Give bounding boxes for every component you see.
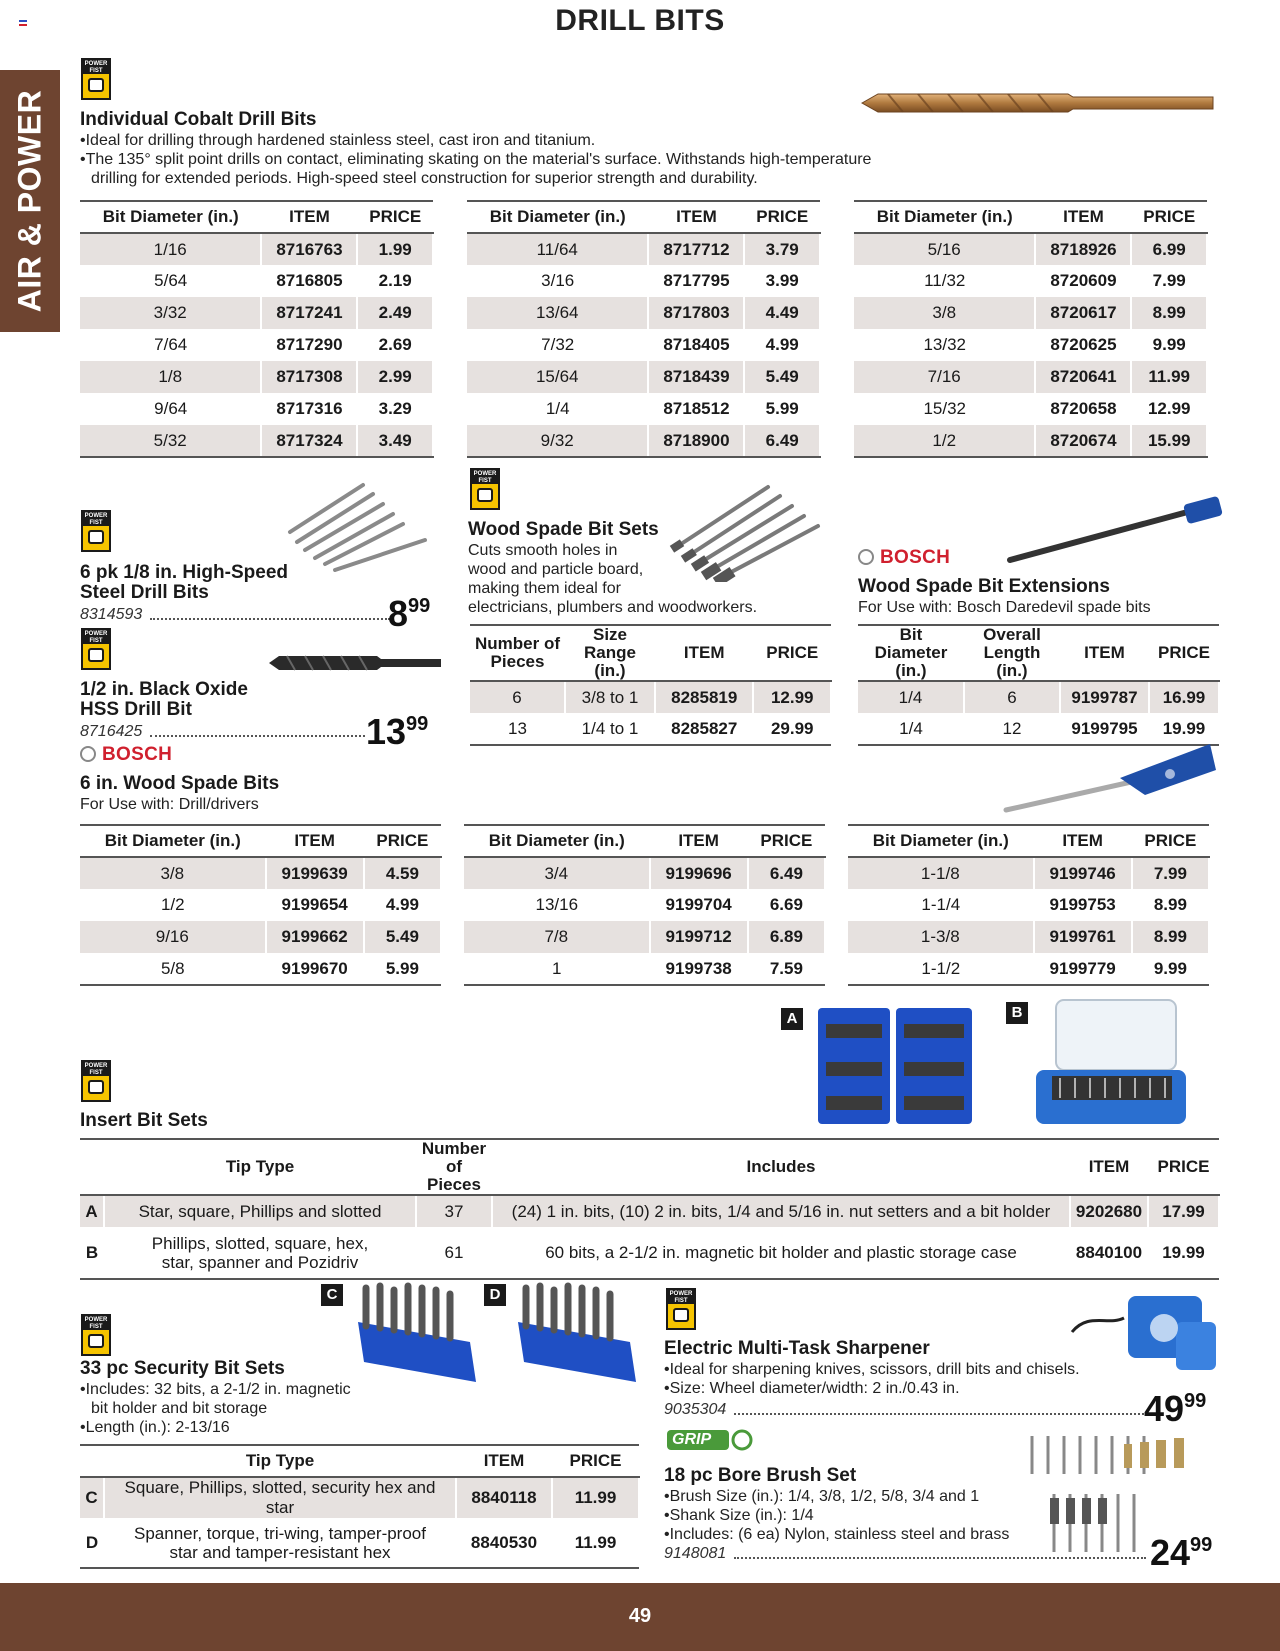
blackoxide-sku: 8716425 bbox=[80, 723, 143, 740]
table-cell: 5/16 bbox=[854, 233, 1035, 265]
table-cell: 4.99 bbox=[385, 895, 419, 914]
table-cell: 1/4 bbox=[858, 713, 964, 745]
table-cell: 9202680 bbox=[1070, 1195, 1148, 1227]
cobalt-drill-bit-image bbox=[858, 90, 1218, 116]
photo-label-a: A bbox=[781, 1008, 803, 1030]
cobalt-table-2 bbox=[467, 200, 821, 458]
table-cell: 9199704 bbox=[665, 895, 732, 914]
hss6pk-title-line: 6 pk 1/8 in. High-Speed bbox=[80, 562, 288, 583]
security-bullet: •Includes: 32 bits, a 2-1/2 in. magnetic bbox=[80, 1381, 351, 1398]
table-cell: 1/4 bbox=[545, 399, 570, 418]
col-header: Bit Diameter (in.) bbox=[848, 825, 1034, 857]
table-cell: 8716763 bbox=[261, 233, 357, 265]
table-cell: 13/16 bbox=[535, 895, 579, 914]
table-cell: 8840118 bbox=[456, 1477, 552, 1518]
table-cell: 8285819 bbox=[655, 681, 753, 713]
col-header: ITEM bbox=[1034, 825, 1132, 857]
table-cell: 17.99 bbox=[1148, 1195, 1219, 1227]
table-cell: 8720674 bbox=[1035, 425, 1131, 457]
table-cell: 19.99 bbox=[1149, 713, 1219, 745]
col-header: ITEM bbox=[655, 625, 753, 681]
dotted-leader bbox=[734, 1557, 1146, 1559]
table-cell: 8840530 bbox=[456, 1518, 552, 1568]
table-cell: 9199696 bbox=[650, 857, 748, 889]
table-cell: 5.99 bbox=[364, 953, 441, 985]
spade6-table-2 bbox=[464, 824, 826, 986]
col-header: ITEM bbox=[266, 825, 364, 857]
security-bullet: bit holder and bit storage bbox=[91, 1400, 268, 1417]
table-cell: 6 bbox=[470, 681, 565, 713]
hss6pk-title-line: Steel Drill Bits bbox=[80, 582, 209, 603]
spadesets-desc-line: wood and particle board, bbox=[468, 561, 644, 578]
spade6-subtitle: For Use with: Drill/drivers bbox=[80, 796, 259, 813]
table-row bbox=[464, 921, 825, 953]
table-cell: 8.99 bbox=[1131, 297, 1207, 329]
sharpener-title: Electric Multi-Task Sharpener bbox=[664, 1338, 930, 1359]
table-cell: 12.99 bbox=[1147, 399, 1191, 418]
table-cell: 61 bbox=[416, 1227, 492, 1279]
cobalt-description bbox=[80, 131, 980, 188]
col-header: PRICE bbox=[753, 625, 831, 681]
table-cell: 1.99 bbox=[357, 233, 433, 265]
table-cell: 4.49 bbox=[744, 297, 820, 329]
table-row bbox=[80, 857, 441, 889]
table-row bbox=[80, 329, 433, 361]
table-cell: 7/32 bbox=[541, 335, 575, 354]
col-header: Includes bbox=[492, 1139, 1070, 1195]
table-row bbox=[80, 1518, 639, 1568]
col-header: ITEM bbox=[1070, 1139, 1148, 1195]
table-cell: 7/64 bbox=[154, 335, 188, 354]
table-cell: Spanner, torque, tri-wing, tamper-proof star and tamper-resistant hex bbox=[104, 1518, 456, 1568]
cobalt-bullet: drilling for extended periods. High-speed steel construction for superior strength and durability. bbox=[91, 170, 758, 187]
table-cell: 5.49 bbox=[744, 361, 820, 393]
table-cell: 1-1/4 bbox=[921, 895, 961, 914]
table-cell: 8718405 bbox=[663, 335, 730, 354]
grip-logo bbox=[666, 1428, 756, 1454]
table-cell: 6.49 bbox=[748, 857, 825, 889]
table-row bbox=[80, 1227, 1219, 1279]
cobalt-table-1 bbox=[80, 200, 434, 458]
blackoxide-title-line: 1/2 in. Black Oxide bbox=[80, 679, 248, 700]
col-header: PRICE bbox=[364, 825, 441, 857]
table-row bbox=[80, 953, 441, 985]
hss-drill-bits-image bbox=[285, 482, 435, 572]
cobalt-title: Individual Cobalt Drill Bits bbox=[80, 109, 317, 130]
section-tab bbox=[0, 70, 60, 332]
table-cell: 8718900 bbox=[648, 425, 744, 457]
table-cell: 5/32 bbox=[80, 425, 261, 457]
table-cell: 6 bbox=[964, 681, 1060, 713]
power-fist-logo: POWER FIST bbox=[81, 58, 111, 100]
table-cell: 12 bbox=[964, 713, 1060, 745]
table-cell: B bbox=[80, 1227, 104, 1279]
table-cell: 8717324 bbox=[261, 425, 357, 457]
col-header: Bit Diameter (in.) bbox=[80, 825, 266, 857]
table-row bbox=[854, 265, 1207, 297]
bosch-logo: BOSCH bbox=[858, 547, 950, 569]
table-cell: 8718926 bbox=[1035, 233, 1131, 265]
hss6pk-sku: 8314593 bbox=[80, 606, 143, 623]
table-row bbox=[464, 857, 825, 889]
blackoxide-title bbox=[80, 680, 248, 720]
table-cell: 11.99 bbox=[552, 1477, 639, 1518]
bore-bullet: •Includes: (6 ea) Nylon, stainless steel and brass bbox=[664, 1526, 1010, 1543]
col-header: Overall Length (in.) bbox=[964, 625, 1060, 681]
table-cell: 8720625 bbox=[1050, 335, 1117, 354]
sharpener-image bbox=[1068, 1282, 1224, 1378]
col-header: Tip Type bbox=[104, 1445, 456, 1477]
table-cell: 3.29 bbox=[378, 399, 412, 418]
table-row bbox=[854, 233, 1207, 265]
col-header: ITEM bbox=[1035, 201, 1131, 233]
table-row bbox=[854, 329, 1207, 361]
table-cell: 7.99 bbox=[1152, 271, 1186, 290]
table-row bbox=[470, 713, 831, 745]
insert-table bbox=[80, 1138, 1220, 1280]
hss6pk-title bbox=[80, 563, 288, 603]
table-cell: 37 bbox=[416, 1195, 492, 1227]
table-cell: 1-1/2 bbox=[848, 953, 1034, 985]
table-cell: 19.99 bbox=[1148, 1227, 1219, 1279]
table-cell: 4.99 bbox=[765, 335, 799, 354]
table-cell: 3/8 bbox=[80, 857, 266, 889]
table-cell: 5/64 bbox=[154, 271, 188, 290]
table-cell: 4.59 bbox=[364, 857, 441, 889]
security-bit-set-c-image bbox=[350, 1282, 484, 1392]
dotted-leader bbox=[734, 1413, 1144, 1415]
table-cell: 6.49 bbox=[744, 425, 820, 457]
table-row bbox=[80, 297, 433, 329]
table-cell: 7/8 bbox=[464, 921, 650, 953]
power-fist-logo: POWER FIST bbox=[81, 1314, 111, 1356]
table-cell: 11/64 bbox=[467, 233, 648, 265]
table-cell: 3/16 bbox=[541, 271, 575, 290]
table-cell: 7.99 bbox=[1132, 857, 1209, 889]
table-cell: 1/2 bbox=[160, 895, 185, 914]
table-cell: 6.69 bbox=[769, 895, 803, 914]
photo-label-d: D bbox=[484, 1284, 506, 1306]
table-row bbox=[848, 889, 1209, 921]
table-cell: 13/32 bbox=[923, 335, 966, 354]
table-cell: 11.99 bbox=[1131, 361, 1207, 393]
table-row bbox=[80, 889, 441, 921]
table-cell: 8716805 bbox=[276, 271, 343, 290]
table-cell: 1/8 bbox=[80, 361, 261, 393]
bore-sku: 9148081 bbox=[664, 1545, 727, 1562]
spadeext-table bbox=[858, 624, 1220, 746]
table-cell: Star, square, Phillips and slotted bbox=[104, 1195, 416, 1227]
table-row bbox=[467, 361, 820, 393]
table-cell: 9.99 bbox=[1152, 335, 1186, 354]
table-cell: 8717795 bbox=[663, 271, 730, 290]
table-cell: 8.99 bbox=[1153, 895, 1187, 914]
table-cell: 8717316 bbox=[276, 399, 343, 418]
col-header: PRICE bbox=[1132, 825, 1209, 857]
spade-extension-image bbox=[1005, 496, 1225, 566]
spadesets-desc-line: Cuts smooth holes in bbox=[468, 542, 618, 559]
table-row bbox=[467, 329, 820, 361]
table-cell: 3.79 bbox=[744, 233, 820, 265]
table-cell: Phillips, slotted, square, hex, star, spanner and Pozidriv bbox=[104, 1227, 416, 1279]
security-bit-set-d-image bbox=[510, 1282, 644, 1392]
spadeext-title: Wood Spade Bit Extensions bbox=[858, 576, 1110, 597]
table-row bbox=[80, 425, 433, 457]
table-cell: 3.99 bbox=[765, 271, 799, 290]
cobalt-bullet: •The 135° split point drills on contact, eliminating skating on the material's surface. Withstands high-temperature bbox=[80, 151, 872, 168]
col-header: PRICE bbox=[552, 1445, 639, 1477]
table-cell: 8718439 bbox=[648, 361, 744, 393]
table-cell: 9199779 bbox=[1034, 953, 1132, 985]
table-row bbox=[858, 681, 1219, 713]
security-table bbox=[80, 1444, 640, 1569]
bore-bullet: •Shank Size (in.): 1/4 bbox=[664, 1507, 814, 1524]
col-header: PRICE bbox=[1148, 1139, 1219, 1195]
insert-title: Insert Bit Sets bbox=[80, 1110, 208, 1131]
col-header: Number of Pieces bbox=[470, 625, 565, 681]
col-header: ITEM bbox=[456, 1445, 552, 1477]
blackoxide-title-line: HSS Drill Bit bbox=[80, 699, 192, 720]
table-cell: (24) 1 in. bits, (10) 2 in. bits, 1/4 and 5/16 in. nut setters and a bit holder bbox=[492, 1195, 1070, 1227]
table-row bbox=[854, 361, 1207, 393]
table-cell: 8717308 bbox=[261, 361, 357, 393]
table-cell: 11/32 bbox=[924, 271, 966, 290]
table-cell: 8717803 bbox=[648, 297, 744, 329]
spadesets-table bbox=[470, 624, 832, 746]
spadesets-desc-line: electricians, plumbers and woodworkers. bbox=[468, 599, 758, 616]
spade6-table-3 bbox=[848, 824, 1210, 986]
table-cell: 5.49 bbox=[364, 921, 441, 953]
table-row bbox=[848, 953, 1209, 985]
table-cell: 13/64 bbox=[467, 297, 648, 329]
table-cell: 9/16 bbox=[80, 921, 266, 953]
bosch-logo: BOSCH bbox=[80, 744, 172, 766]
table-cell: 3/4 bbox=[464, 857, 650, 889]
sharpener-sku: 9035304 bbox=[664, 1401, 727, 1418]
power-fist-logo: POWER FIST bbox=[81, 1060, 111, 1102]
table-cell: 5.99 bbox=[765, 399, 799, 418]
table-cell: 15/64 bbox=[467, 361, 648, 393]
table-cell: 9199795 bbox=[1060, 713, 1149, 745]
table-cell: A bbox=[80, 1195, 104, 1227]
table-cell: 3/8 to 1 bbox=[565, 681, 655, 713]
insert-bit-set-a-image bbox=[816, 1004, 976, 1128]
cobalt-table-3 bbox=[854, 200, 1208, 458]
col-header: Bit Diameter (in.) bbox=[80, 201, 261, 233]
table-cell: 2.49 bbox=[357, 297, 433, 329]
col-header: ITEM bbox=[261, 201, 357, 233]
table-cell: 12.99 bbox=[753, 681, 831, 713]
col-header: ITEM bbox=[648, 201, 744, 233]
col-header: Bit Diameter (in.) bbox=[858, 625, 964, 681]
table-cell: 8.99 bbox=[1132, 921, 1209, 953]
table-cell: 1/2 bbox=[854, 425, 1035, 457]
table-cell: 1-3/8 bbox=[848, 921, 1034, 953]
table-cell: C bbox=[80, 1477, 104, 1518]
security-description bbox=[80, 1380, 351, 1437]
sharpener-price: $49^{99}$ bbox=[1144, 1388, 1207, 1429]
page-title: DRILL BITS bbox=[555, 4, 725, 37]
table-cell: D bbox=[80, 1518, 104, 1568]
table-cell: 29.99 bbox=[753, 713, 831, 745]
col-header: Tip Type bbox=[104, 1139, 416, 1195]
col-header: ITEM bbox=[1060, 625, 1149, 681]
table-cell: 1/4 to 1 bbox=[565, 713, 655, 745]
table-cell: 3/32 bbox=[80, 297, 261, 329]
table-row bbox=[854, 297, 1207, 329]
table-row bbox=[464, 889, 825, 921]
table-cell: 5/8 bbox=[80, 953, 266, 985]
table-cell: 1-1/8 bbox=[848, 857, 1034, 889]
table-cell: 8718512 bbox=[663, 399, 730, 418]
dotted-leader bbox=[150, 735, 365, 737]
table-cell: 2.69 bbox=[378, 335, 412, 354]
table-cell: 60 bits, a 2-1/2 in. magnetic bit holder and plastic storage case bbox=[492, 1227, 1070, 1279]
bore-description bbox=[664, 1487, 1009, 1544]
table-row bbox=[80, 233, 433, 265]
table-cell: 9199662 bbox=[266, 921, 364, 953]
table-cell: 7.59 bbox=[748, 953, 825, 985]
photo-label-b: B bbox=[1006, 1002, 1028, 1024]
table-row bbox=[80, 361, 433, 393]
table-cell: 8720641 bbox=[1035, 361, 1131, 393]
col-header: ITEM bbox=[650, 825, 748, 857]
sharpener-description bbox=[664, 1360, 1080, 1398]
table-cell: 8720658 bbox=[1050, 399, 1117, 418]
table-cell: 15.99 bbox=[1131, 425, 1207, 457]
spadesets-title: Wood Spade Bit Sets bbox=[468, 519, 659, 540]
col-header: PRICE bbox=[748, 825, 825, 857]
table-cell: 9199746 bbox=[1034, 857, 1132, 889]
table-cell: 8720617 bbox=[1035, 297, 1131, 329]
col-header: Size Range (in.) bbox=[565, 625, 655, 681]
bosch-mark-icon bbox=[858, 549, 874, 565]
table-cell: 8717241 bbox=[261, 297, 357, 329]
table-row bbox=[80, 1195, 1219, 1227]
spadesets-desc-line: making them ideal for bbox=[468, 580, 621, 597]
table-row bbox=[854, 425, 1207, 457]
table-cell: 1/16 bbox=[80, 233, 261, 265]
col-header: PRICE bbox=[744, 201, 820, 233]
table-cell: 3.49 bbox=[357, 425, 433, 457]
table-row bbox=[467, 393, 820, 425]
grip-logo-text: GRIP bbox=[672, 1431, 712, 1448]
table-cell: 1 bbox=[464, 953, 650, 985]
table-cell: 9/64 bbox=[154, 399, 188, 418]
blackoxide-price: $13^{99}$ bbox=[366, 711, 429, 752]
page-number: 49 bbox=[628, 1605, 652, 1627]
spadesets-description bbox=[468, 541, 757, 617]
table-row bbox=[80, 265, 433, 297]
spade-bit-image bbox=[1000, 740, 1220, 816]
table-row bbox=[467, 265, 820, 297]
table-cell: 7/16 bbox=[854, 361, 1035, 393]
table-row bbox=[80, 393, 433, 425]
spade6-table-1 bbox=[80, 824, 442, 986]
table-cell: 9.99 bbox=[1132, 953, 1209, 985]
col-header: PRICE bbox=[357, 201, 433, 233]
table-cell: Square, Phillips, slotted, security hex and star bbox=[104, 1477, 456, 1518]
table-cell: 8717290 bbox=[276, 335, 343, 354]
table-cell: 8717712 bbox=[648, 233, 744, 265]
col-header: Bit Diameter (in.) bbox=[854, 201, 1035, 233]
spadeext-subtitle: For Use with: Bosch Daredevil spade bits bbox=[858, 599, 1151, 616]
col-header: Bit Diameter (in.) bbox=[467, 201, 648, 233]
table-cell: 9199753 bbox=[1049, 895, 1116, 914]
col-header: PRICE bbox=[1149, 625, 1219, 681]
table-row bbox=[467, 233, 820, 265]
col-header: PRICE bbox=[1131, 201, 1207, 233]
dotted-leader bbox=[150, 618, 390, 620]
power-fist-logo: POWER FIST bbox=[666, 1288, 696, 1330]
table-row bbox=[464, 953, 825, 985]
table-cell: 6.99 bbox=[1131, 233, 1207, 265]
section-tab-label: AIR & POWER bbox=[11, 89, 48, 313]
table-row bbox=[848, 857, 1209, 889]
table-cell: 8285827 bbox=[655, 713, 753, 745]
table-cell: 9199654 bbox=[281, 895, 348, 914]
table-row bbox=[467, 425, 820, 457]
spade6-title: 6 in. Wood Spade Bits bbox=[80, 773, 280, 794]
table-cell: 1/4 bbox=[858, 681, 964, 713]
photo-label-c: C bbox=[321, 1284, 343, 1306]
security-title: 33 pc Security Bit Sets bbox=[80, 1358, 285, 1379]
table-cell: 16.99 bbox=[1149, 681, 1219, 713]
table-cell: 13 bbox=[470, 713, 565, 745]
page-footer bbox=[0, 1583, 1280, 1651]
table-cell: 9199712 bbox=[650, 921, 748, 953]
bore-bullet: •Brush Size (in.): 1/4, 3/8, 1/2, 5/8, 3/4 and 1 bbox=[664, 1488, 980, 1505]
table-cell: 9199639 bbox=[266, 857, 364, 889]
table-cell: 9199670 bbox=[266, 953, 364, 985]
power-fist-logo: POWER FIST bbox=[470, 468, 500, 510]
bore-price: $24^{99}$ bbox=[1150, 1532, 1213, 1573]
col-header: Number of Pieces bbox=[416, 1139, 492, 1195]
bosch-mark-icon bbox=[80, 746, 96, 762]
table-cell: 8840100 bbox=[1070, 1227, 1148, 1279]
table-cell: 15/32 bbox=[923, 399, 966, 418]
cobalt-bullet: •Ideal for drilling through hardened stainless steel, cast iron and titanium. bbox=[80, 132, 596, 149]
table-row bbox=[848, 921, 1209, 953]
table-cell: 9199787 bbox=[1060, 681, 1149, 713]
sharpener-bullet: •Size: Wheel diameter/width: 2 in./0.43 in. bbox=[664, 1380, 960, 1397]
table-cell: 8720609 bbox=[1050, 271, 1117, 290]
table-cell: 9199761 bbox=[1034, 921, 1132, 953]
security-bullet: •Length (in.): 2-13/16 bbox=[80, 1419, 230, 1436]
table-row bbox=[80, 1477, 639, 1518]
insert-bit-set-b-image bbox=[1030, 998, 1190, 1128]
power-fist-logo: POWER FIST bbox=[81, 628, 111, 670]
table-cell: 9/32 bbox=[467, 425, 648, 457]
table-row bbox=[467, 297, 820, 329]
table-row bbox=[470, 681, 831, 713]
power-fist-logo: POWER FIST bbox=[81, 510, 111, 552]
table-row bbox=[854, 393, 1207, 425]
table-cell: 3/8 bbox=[854, 297, 1035, 329]
col-header: Bit Diameter (in.) bbox=[464, 825, 650, 857]
table-row bbox=[80, 921, 441, 953]
table-cell: 2.99 bbox=[357, 361, 433, 393]
table-cell: 6.89 bbox=[748, 921, 825, 953]
black-oxide-bit-image bbox=[267, 654, 443, 672]
table-cell: 11.99 bbox=[552, 1518, 639, 1568]
sharpener-bullet: •Ideal for sharpening knives, scissors, drill bits and chisels. bbox=[664, 1361, 1080, 1378]
bore-title: 18 pc Bore Brush Set bbox=[664, 1465, 857, 1486]
table-cell: 9199738 bbox=[650, 953, 748, 985]
table-cell: 2.19 bbox=[378, 271, 412, 290]
hss6pk-price: $8^{99}$ bbox=[388, 593, 431, 634]
